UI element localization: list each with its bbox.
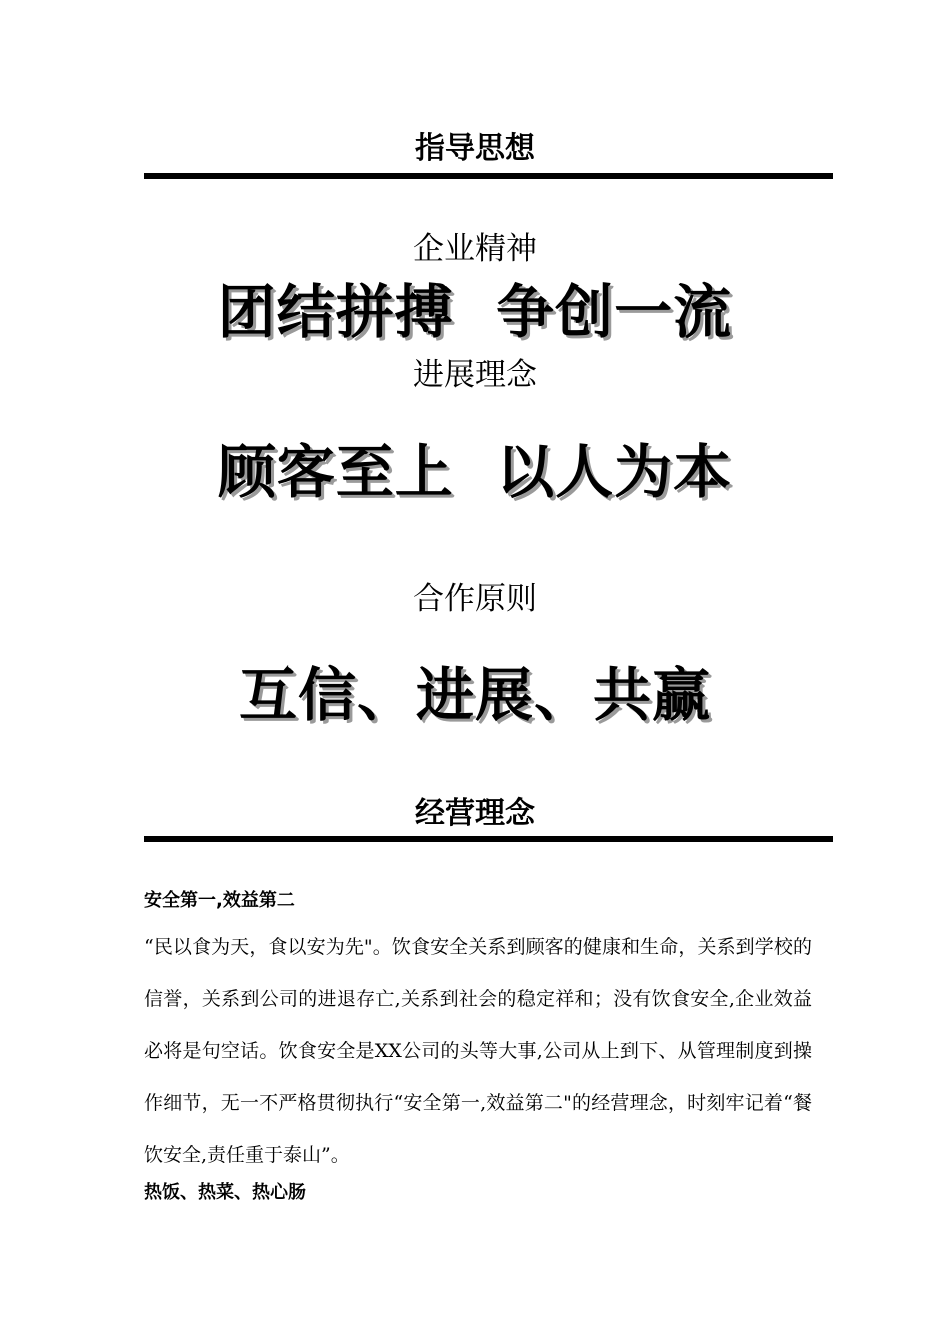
heading-divider [144,173,833,179]
business-concept-heading: 经营理念 [415,796,535,831]
enterprise-spirit-slogan: 团结拼搏 争创一流 [217,278,733,346]
heading-divider [144,836,833,842]
development-concept-slogan: 顾客至上 以人为本 [217,438,733,506]
hot-meals-title: 热饭、热菜、热心肠 [144,1182,306,1203]
cooperation-principle-label: 合作原则 [413,581,537,617]
enterprise-spirit-label: 企业精神 [413,231,537,267]
guiding-thought-heading: 指导思想 [415,131,535,166]
safety-first-title: 安全第一,效益第二 [144,890,295,911]
safety-first-paragraph: “民以食为天，食以安为先"。饮食安全关系到顾客的健康和生命，关系到学校的信誉，关系到公司的进退存亡,关系到社会的稳定祥和；没有饮食安全,企业效益必将是句空话。饮食安全是XX公司的头等大事,公司从上到下、从管理制度到操作细节，无一不严格贯彻执行“安全第一,效益第二"的经营理念，时刻牢记着“餐饮安全,责任重于泰山”。 [144,936,812,1166]
cooperation-principle-slogan: 互信、进展、共赢 [238,661,711,729]
development-concept-label: 进展理念 [413,357,537,393]
